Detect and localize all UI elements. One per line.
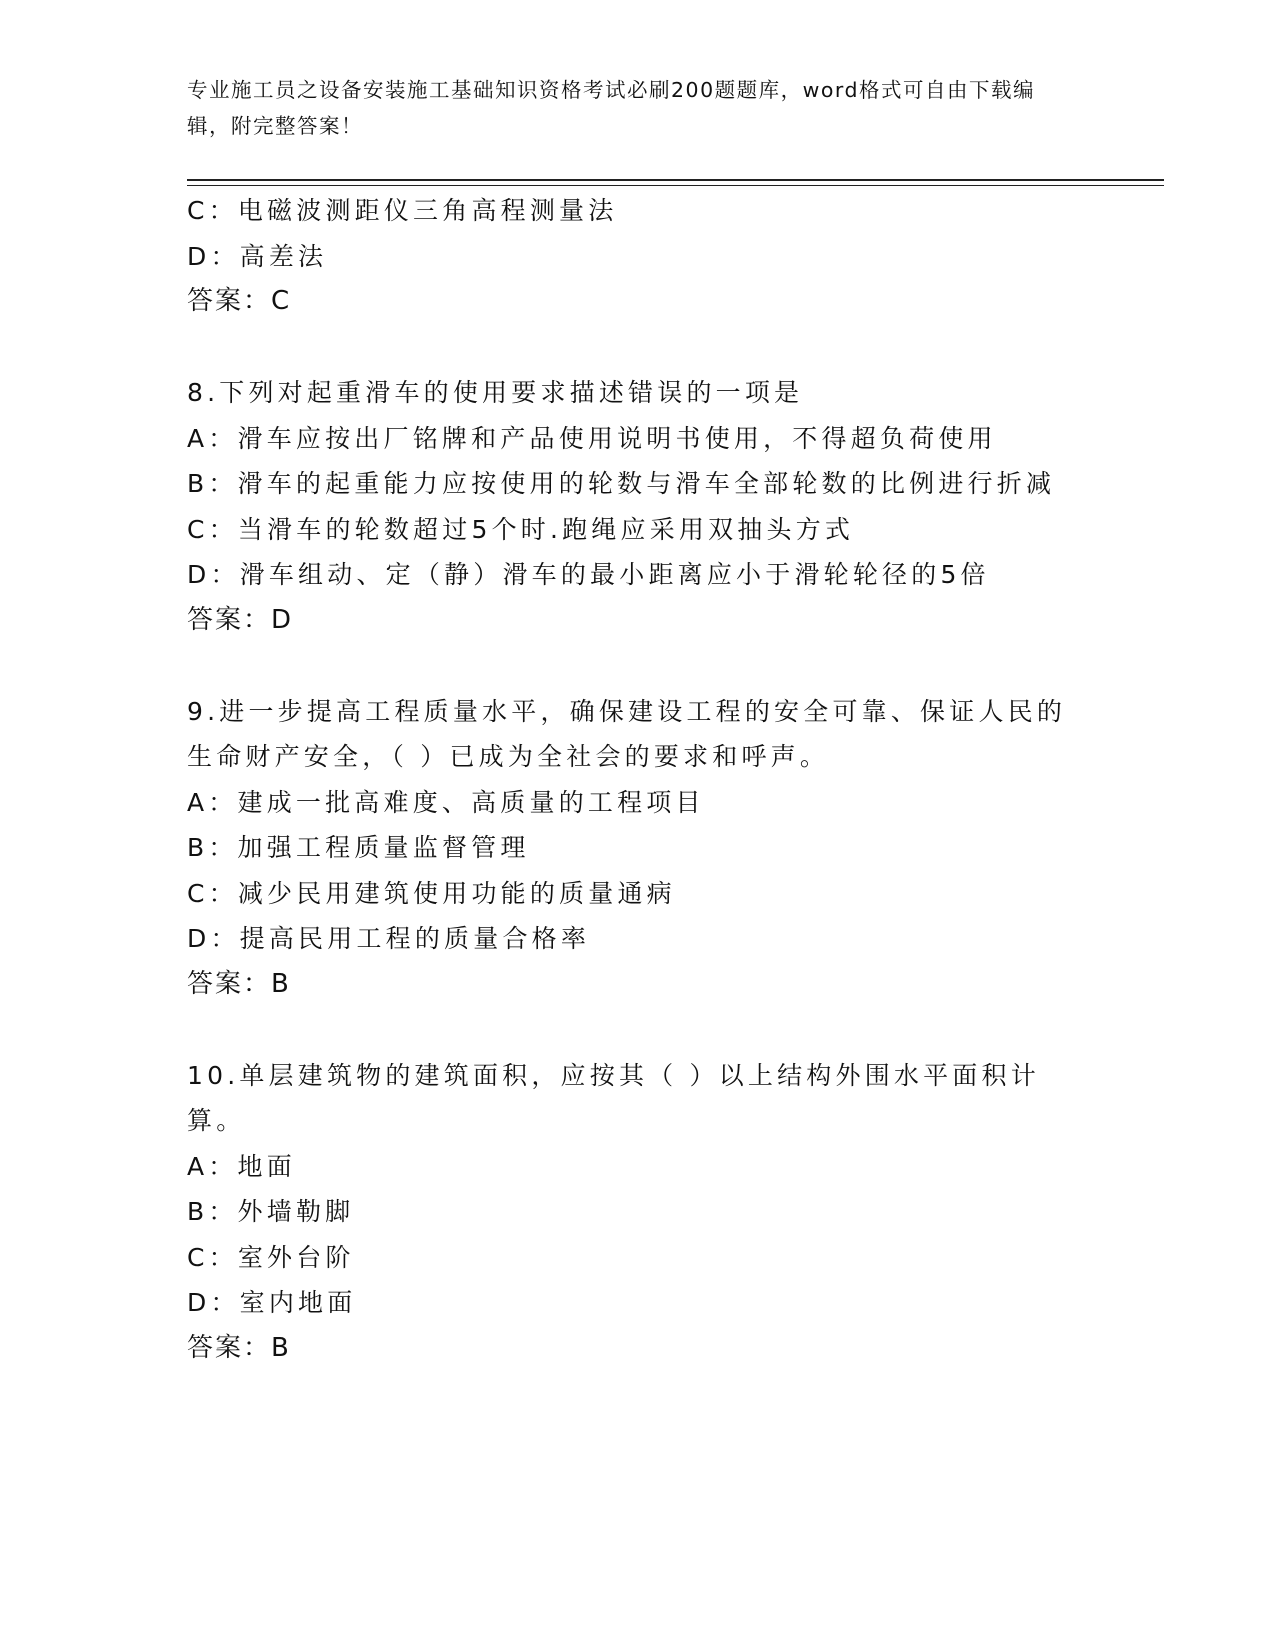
- option-c: C：室外台阶: [187, 1242, 355, 1272]
- option-d: D：室内地面: [187, 1288, 357, 1317]
- answer: 答案：B: [187, 968, 291, 999]
- answer: 答案：C: [187, 286, 292, 316]
- option-a: A：建成一批高难度、高质量的工程项目: [187, 787, 705, 817]
- option-b: B：外墙勒脚: [187, 1197, 355, 1226]
- answer: 答案：D: [187, 604, 294, 635]
- option-d: D：高差法: [187, 241, 328, 271]
- header-divider: [187, 179, 1164, 186]
- option-b: B：加强工程质量监督管理: [187, 833, 530, 862]
- question-8: [187, 370, 1087, 643]
- question-stem: 10.单层建筑物的建筑面积，应按其（ ）以上结构外围水平面积计算。: [187, 1060, 1040, 1135]
- option-b: B：滑车的起重能力应按使用的轮数与滑车全部轮数的比例进行折减: [187, 469, 1056, 498]
- spacer: [187, 325, 1087, 371]
- option-c: C：电磁波测距仪三角高程测量法: [187, 196, 618, 225]
- option-a: A：滑车应按出厂铭牌和产品使用说明书使用，不得超负荷使用: [187, 423, 997, 453]
- option-c: C：当滑车的轮数超过5个时.跑绳应采用双抽头方式: [187, 514, 855, 544]
- question-10: [187, 1053, 1087, 1372]
- question-stem: 8.下列对起重滑车的使用要求描述错误的一项是: [187, 378, 804, 407]
- previous-question-tail: [187, 188, 1087, 325]
- spacer: [187, 1007, 1087, 1053]
- option-d: D：滑车组动、定（静）滑车的最小距离应小于滑轮轮径的5倍: [187, 560, 990, 589]
- document-header: 专业施工员之设备安装施工基础知识资格考试必刷200题题库，word格式可自由下载编辑，附完整答案！: [187, 78, 1036, 138]
- question-9: [187, 689, 1087, 1008]
- question-stem: 9.进一步提高工程质量水平，确保建设工程的安全可靠、保证人民的生命财产安全，（ ）已成为全社会的要求和呼声。: [187, 696, 1067, 771]
- option-a: A：地面: [187, 1151, 296, 1181]
- option-d: D：提高民用工程的质量合格率: [187, 924, 591, 953]
- option-c: C：减少民用建筑使用功能的质量通病: [187, 878, 676, 908]
- document-body: [187, 188, 1087, 1371]
- spacer: [187, 643, 1087, 689]
- answer: 答案：B: [187, 1332, 291, 1363]
